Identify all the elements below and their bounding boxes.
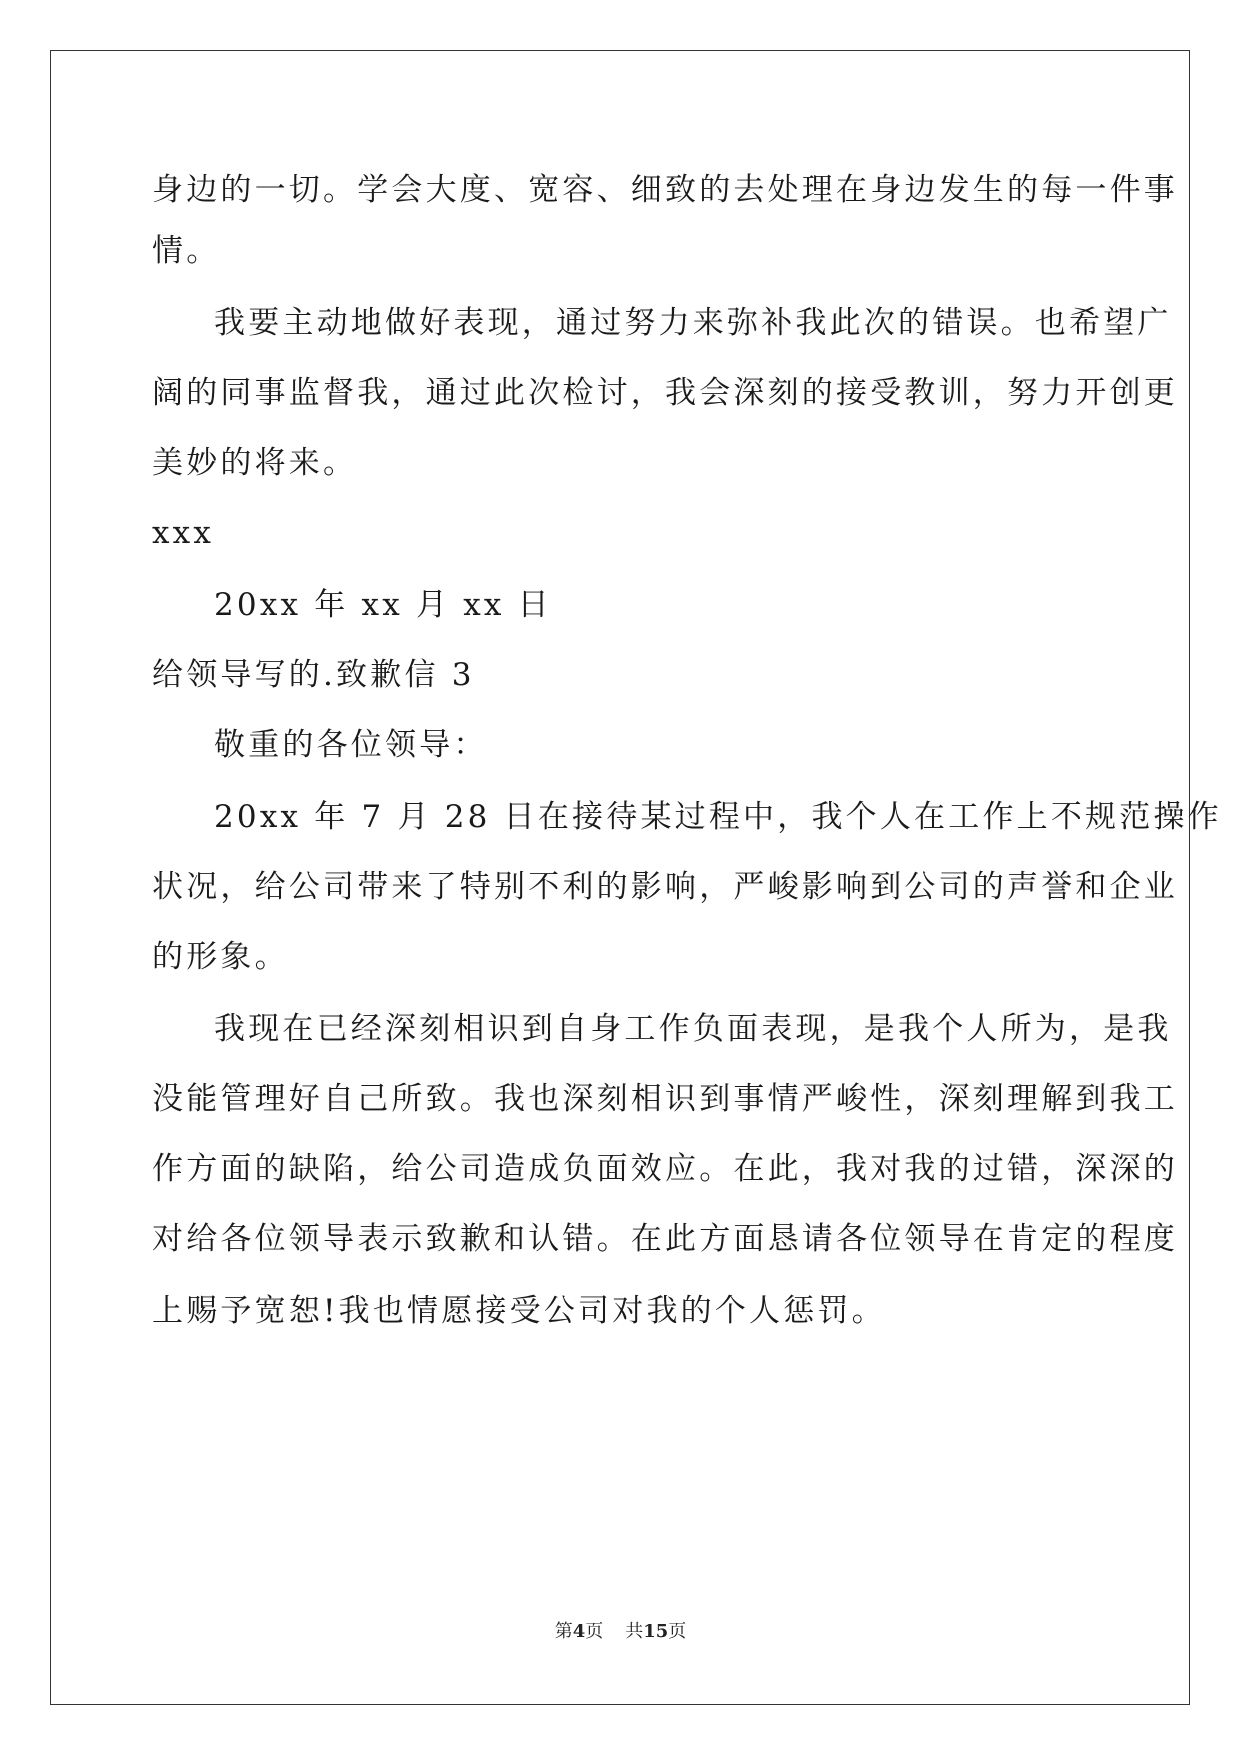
footer-page-suffix: 页 — [585, 1621, 604, 1642]
date-line: 20xx 年 xx 月 xx 日 — [214, 587, 552, 623]
footer-total-prefix: 共 — [625, 1621, 644, 1642]
body-line: 我现在已经深刻相识到自身工作负面表现，是我个人所为，是我 — [214, 1011, 1172, 1047]
salutation: 敬重的各位领导： — [214, 727, 488, 763]
body-line: 20xx 年 7 月 28 日在接待某过程中，我个人在工作上不规范操作 — [214, 799, 1222, 835]
body-line: 对给各位领导表示致歉和认错。在此方面恳请各位领导在肯定的程度 — [152, 1221, 1178, 1257]
body-line: 没能管理好自己所致。我也深刻相识到事情严峻性，深刻理解到我工 — [152, 1081, 1178, 1117]
body-line: 作方面的缺陷，给公司造成负面效应。在此，我对我的过错，深深的 — [152, 1151, 1178, 1187]
body-line: 状况，给公司带来了特别不利的影响，严峻影响到公司的声誉和企业 — [152, 869, 1178, 905]
footer-total-number: 15 — [643, 1621, 669, 1642]
body-line: 身边的一切。学会大度、宽容、细致的去处理在身边发生的每一件事 — [152, 172, 1178, 208]
body-line: 上赐予宽恕!我也情愿接受公司对我的个人惩罚。 — [152, 1293, 886, 1329]
section-heading: 给领导写的.致歉信 3 — [152, 657, 475, 693]
body-line: 的形象。 — [152, 939, 289, 975]
footer-total-suffix: 页 — [668, 1621, 687, 1642]
footer-page-prefix: 第 — [554, 1621, 573, 1642]
page-footer — [0, 1620, 1241, 1644]
body-line: 我要主动地做好表现，通过努力来弥补我此次的错误。也希望广 — [214, 305, 1172, 341]
body-line: 美妙的将来。 — [152, 445, 358, 481]
footer-page-number: 4 — [572, 1621, 586, 1642]
body-line: 阔的同事监督我，通过此次检讨，我会深刻的接受教训，努力开创更 — [152, 375, 1178, 411]
body-line: 情。 — [152, 233, 221, 269]
signature: xxx — [152, 515, 215, 551]
